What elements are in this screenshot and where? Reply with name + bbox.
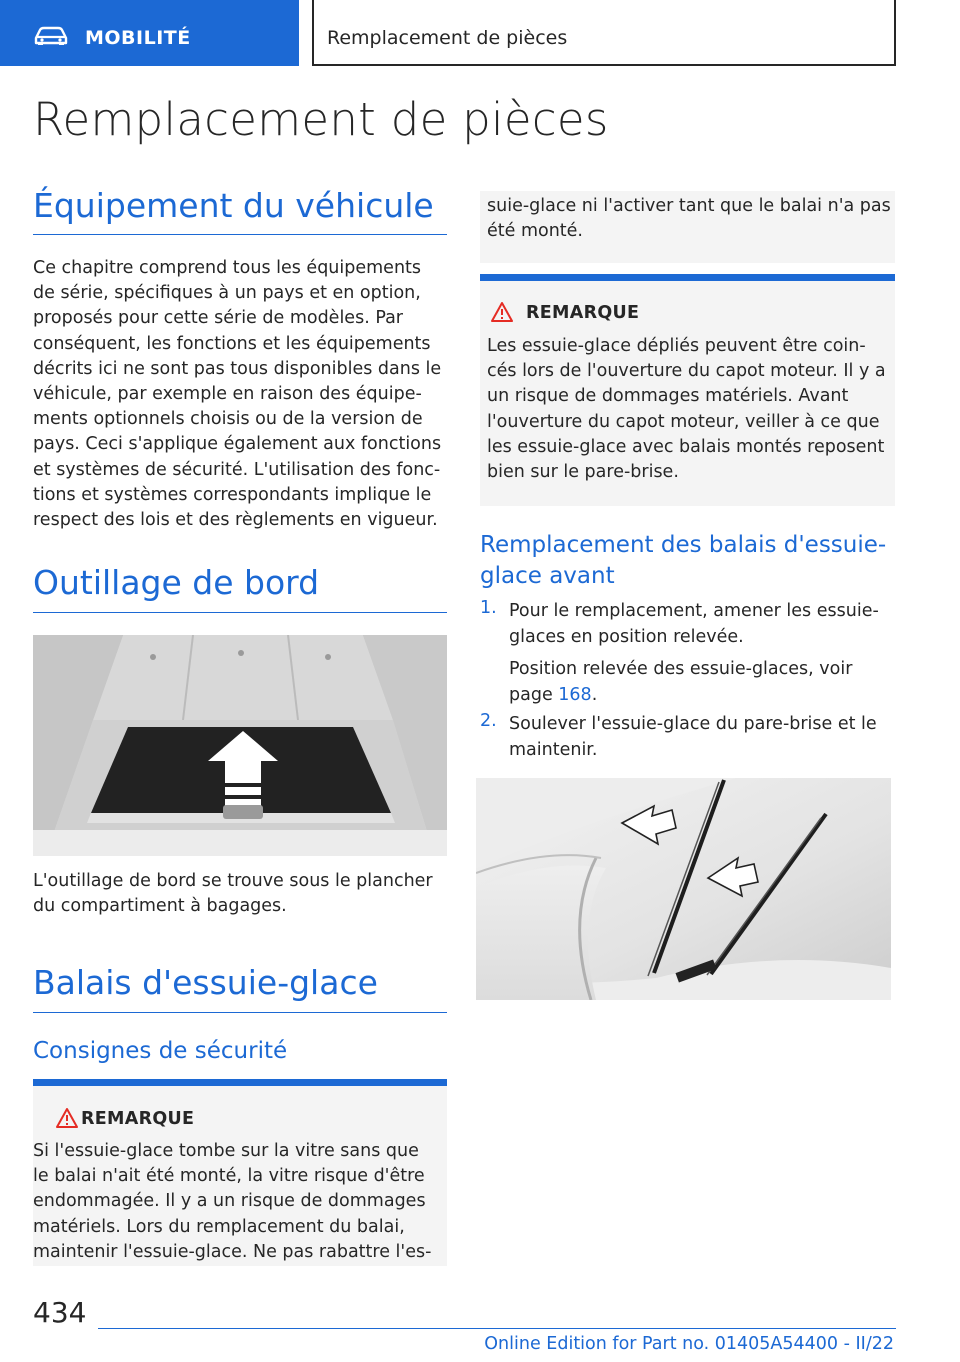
heading-front-wipers: Remplacement des balais d'essuie- glace avant: [480, 532, 887, 589]
windshield-wipers-illustration: [476, 778, 891, 1000]
breadcrumb-label: Remplacement de pièces: [327, 27, 568, 49]
step-text: Soulever l'essuie-glace du pare-brise et le maintenir.: [509, 714, 877, 760]
heading-wipers: Balais d'essuie-glace: [33, 963, 378, 1002]
section-tab[interactable]: [0, 0, 299, 66]
note-bar: [33, 1079, 447, 1086]
page-number: 434: [33, 1296, 87, 1329]
page-title: Remplacement de pièces: [33, 93, 609, 146]
footer-edition: Online Edition for Part no. 01405A54400 - II/22: [484, 1334, 894, 1354]
section-label: MOBILITÉ: [85, 27, 191, 49]
trunk-tools-illustration: [33, 635, 447, 856]
step-number: 2.: [480, 711, 497, 731]
divider: [33, 234, 447, 235]
note-title: REMARQUE: [81, 1109, 195, 1129]
note-box-continued: [480, 191, 895, 263]
note-body: Les essuie-glace dépliés peuvent être coin- cés lors de l'ouverture du capot moteur. Il y a un risque de dommages matériels. Avant l'ouverture du capot moteur, veiller à ce que les essuie-glace avec balais montés reposent bien sur le pare-brise.: [487, 336, 886, 483]
heading-equipment: Équipement du véhicule: [33, 186, 434, 225]
footer-divider: [98, 1328, 896, 1329]
step-number: 1.: [480, 598, 497, 618]
warning-icon: [490, 301, 514, 323]
car-icon: [33, 26, 69, 46]
heading-tools: Outillage de bord: [33, 563, 320, 602]
divider: [33, 612, 447, 613]
step-text: Pour le remplacement, amener les essuie- glaces en position relevée. Position relevée des essuie-glaces, voir page 168.: [509, 601, 879, 705]
equipment-paragraph: Ce chapitre comprend tous les équipements de série, spécifiques à un pays et en option, proposés pour cette série de modèles. Par conséquent, les fonctions et les équipements décrits ici ne sont pas tous disponibles dans le véhicule, par exemple en raison des équipe- ments optionnels choisis ou de la version de pays. Ceci s'applique également aux fonctions et systèmes de sécurité. L'utilisation des fonc- tions et systèmes correspondants implique le respect des lois et des règlements en vigueur.: [33, 258, 442, 531]
divider: [33, 1012, 447, 1013]
heading-safety: Consignes de sécurité: [33, 1038, 288, 1064]
note-bar: [480, 274, 895, 281]
page-link[interactable]: 168: [558, 685, 592, 705]
note-body: suie-glace ni l'activer tant que le balai n'a pas été monté.: [487, 196, 891, 242]
note-body: Si l'essuie-glace tombe sur la vitre sans que le balai n'ait été monté, la vitre risque d'être endommagée. Il y a un risque de dommages matériels. Lors du remplacement du balai, maintenir l'essuie-glace. Ne pas rabattre l'es-: [33, 1141, 432, 1262]
tools-caption: L'outillage de bord se trouve sous le plancher du compartiment à bagages.: [33, 871, 433, 917]
note-box: [33, 1079, 447, 1266]
breadcrumb: [312, 0, 896, 66]
wiper-lift-icon: [476, 778, 891, 1000]
note-title: REMARQUE: [526, 303, 640, 323]
note-box: [480, 274, 895, 506]
trunk-floor-arrow-icon: [33, 635, 447, 856]
warning-icon: [55, 1107, 79, 1129]
